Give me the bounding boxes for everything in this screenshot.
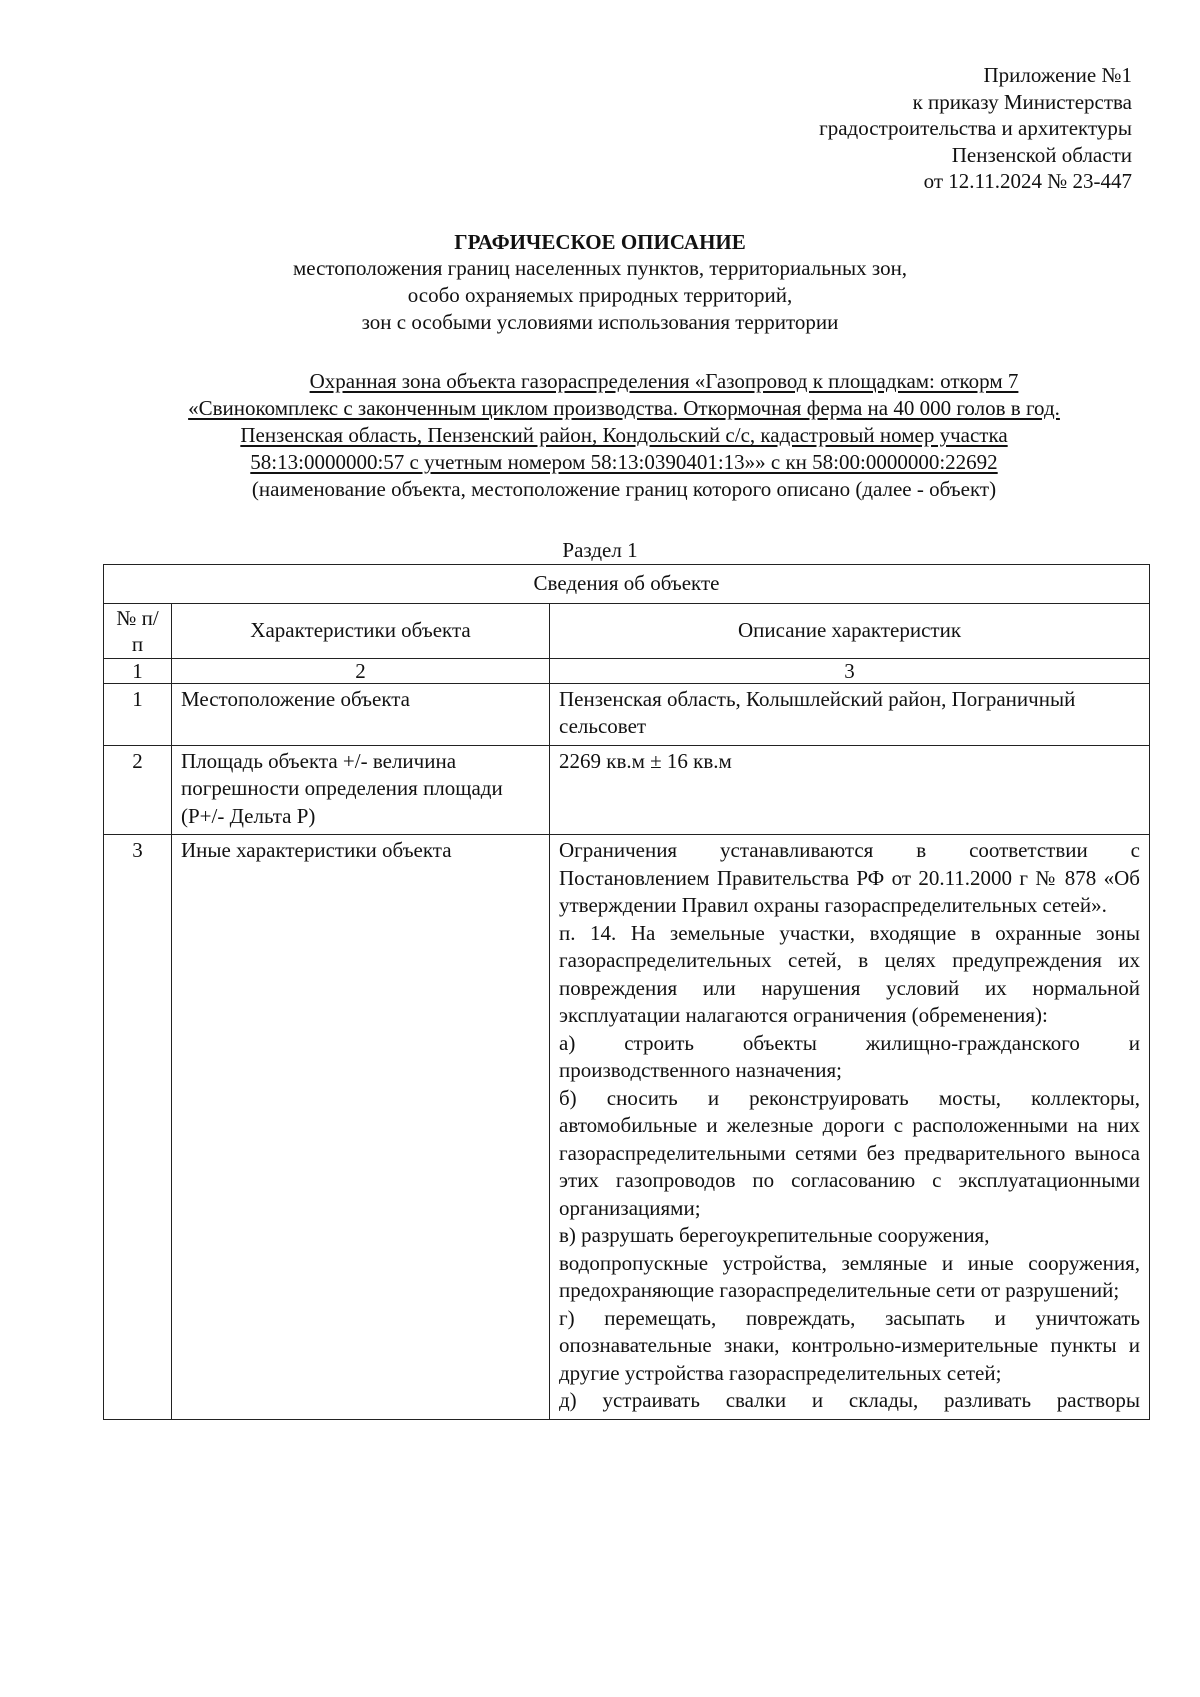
description-paragraph: д) устраивать свалки и склады, разливать растворы <box>559 1388 1140 1412</box>
object-name-caption: (наименование объекта, местоположение границ которого описано (далее - объект) <box>251 477 997 501</box>
column-number: 1 <box>104 658 172 683</box>
appendix-block <box>532 62 1132 195</box>
header-num-label: № п/п <box>116 605 159 656</box>
table-header-row <box>104 603 1150 658</box>
column-number-row <box>104 658 1150 683</box>
row-description: Пензенская область, Колышлейский район, Пограничный сельсовет <box>550 683 1150 745</box>
row-num: 3 <box>104 835 172 1420</box>
header-num <box>104 603 172 658</box>
description-paragraph: водопропускные устройства, земляные и иные сооружения, предохраняющие газораспределительные сети от разрушений; <box>559 1250 1140 1302</box>
row-characteristic: Иные характеристики объекта <box>172 835 550 1420</box>
row-characteristic: Местоположение объекта <box>172 683 550 745</box>
row-description: 2269 кв.м ± 16 кв.м <box>550 745 1150 835</box>
object-name-line: Охранная зона объекта газораспределения «Газопровод к площадкам: откорм 7 <box>309 369 1019 393</box>
document-title: ГРАФИЧЕСКОЕ ОПИСАНИЕ <box>454 230 746 254</box>
object-name-line: Пензенская область, Пензенский район, Кондольский с/с, кадастровый номер участка <box>240 423 1008 447</box>
row-description-paragraphs <box>550 835 1150 1420</box>
appendix-line: Приложение №1 <box>983 63 1132 87</box>
table-row <box>104 683 1150 745</box>
description-paragraph: г) перемещать, повреждать, засыпать и уничтожать опознавательные знаки, контрольно-измерительные пункты и другие устройства газораспределительных сетей; <box>559 1305 1140 1385</box>
subtitle-line: особо охраняемых природных территорий, <box>407 283 793 307</box>
header-description: Описание характеристик <box>550 603 1150 658</box>
appendix-line: градостроительства и архитектуры <box>819 116 1132 140</box>
header-characteristic: Характеристики объекта <box>172 603 550 658</box>
section-title: Раздел 1 <box>562 538 638 562</box>
object-name-line: «Свинокомплекс с законченным циклом производства. Откормочная ферма на 40 000 голов в год. <box>188 396 1060 420</box>
object-name-line: 58:13:0000000:57 с учетным номером 58:13:0390401:13»» с кн 58:00:0000000:22692 <box>250 450 998 474</box>
table-caption-row <box>104 565 1150 604</box>
subtitle-line: зон с особыми условиями использования территории <box>361 310 839 334</box>
subtitle-line: местоположения границ населенных пунктов, территориальных зон, <box>292 256 908 280</box>
document-subtitle <box>0 255 1200 336</box>
column-number: 2 <box>172 658 550 683</box>
description-paragraph: б) сносить и реконструировать мосты, коллекторы, автомобильные и железные дороги с расположенными на них газораспределительными сетями без предварительного выноса этих газопроводов по согласованию с эксплуатационными организациями; <box>559 1085 1140 1220</box>
description-paragraph: а) строить объекты жилищно-гражданского и производственного назначения; <box>559 1030 1140 1082</box>
appendix-line: от 12.11.2024 № 23-447 <box>923 169 1132 193</box>
row-num: 2 <box>104 745 172 835</box>
object-name-block <box>100 368 1148 503</box>
table-row <box>104 835 1150 1420</box>
object-info-table <box>103 564 1150 1420</box>
description-paragraph: п. 14. На земельные участки, входящие в охранные зоны газораспределительных сетей, в целях предупреждения их повреждения или нарушения условий их нормальной эксплуатации налагаются ограничения (обременения): <box>559 920 1140 1027</box>
table-row <box>104 745 1150 835</box>
description-paragraph: Ограничения устанавливаются в соответствии с Постановлением Правительства РФ от 20.11.2000 г № 878 «Об утверждении Правил охраны газораспределительных сетей». <box>559 838 1140 917</box>
description-paragraph: в) разрушать берегоукрепительные сооружения, <box>559 1223 990 1247</box>
column-number: 3 <box>550 658 1150 683</box>
appendix-line: к приказу Министерства <box>912 89 1132 114</box>
appendix-line: Пензенской области <box>951 142 1132 167</box>
row-characteristic: Площадь объекта +/- величина погрешности определения площади (P+/- Дельта P) <box>172 745 550 835</box>
table-caption: Сведения об объекте <box>104 565 1150 604</box>
row-num: 1 <box>104 683 172 745</box>
